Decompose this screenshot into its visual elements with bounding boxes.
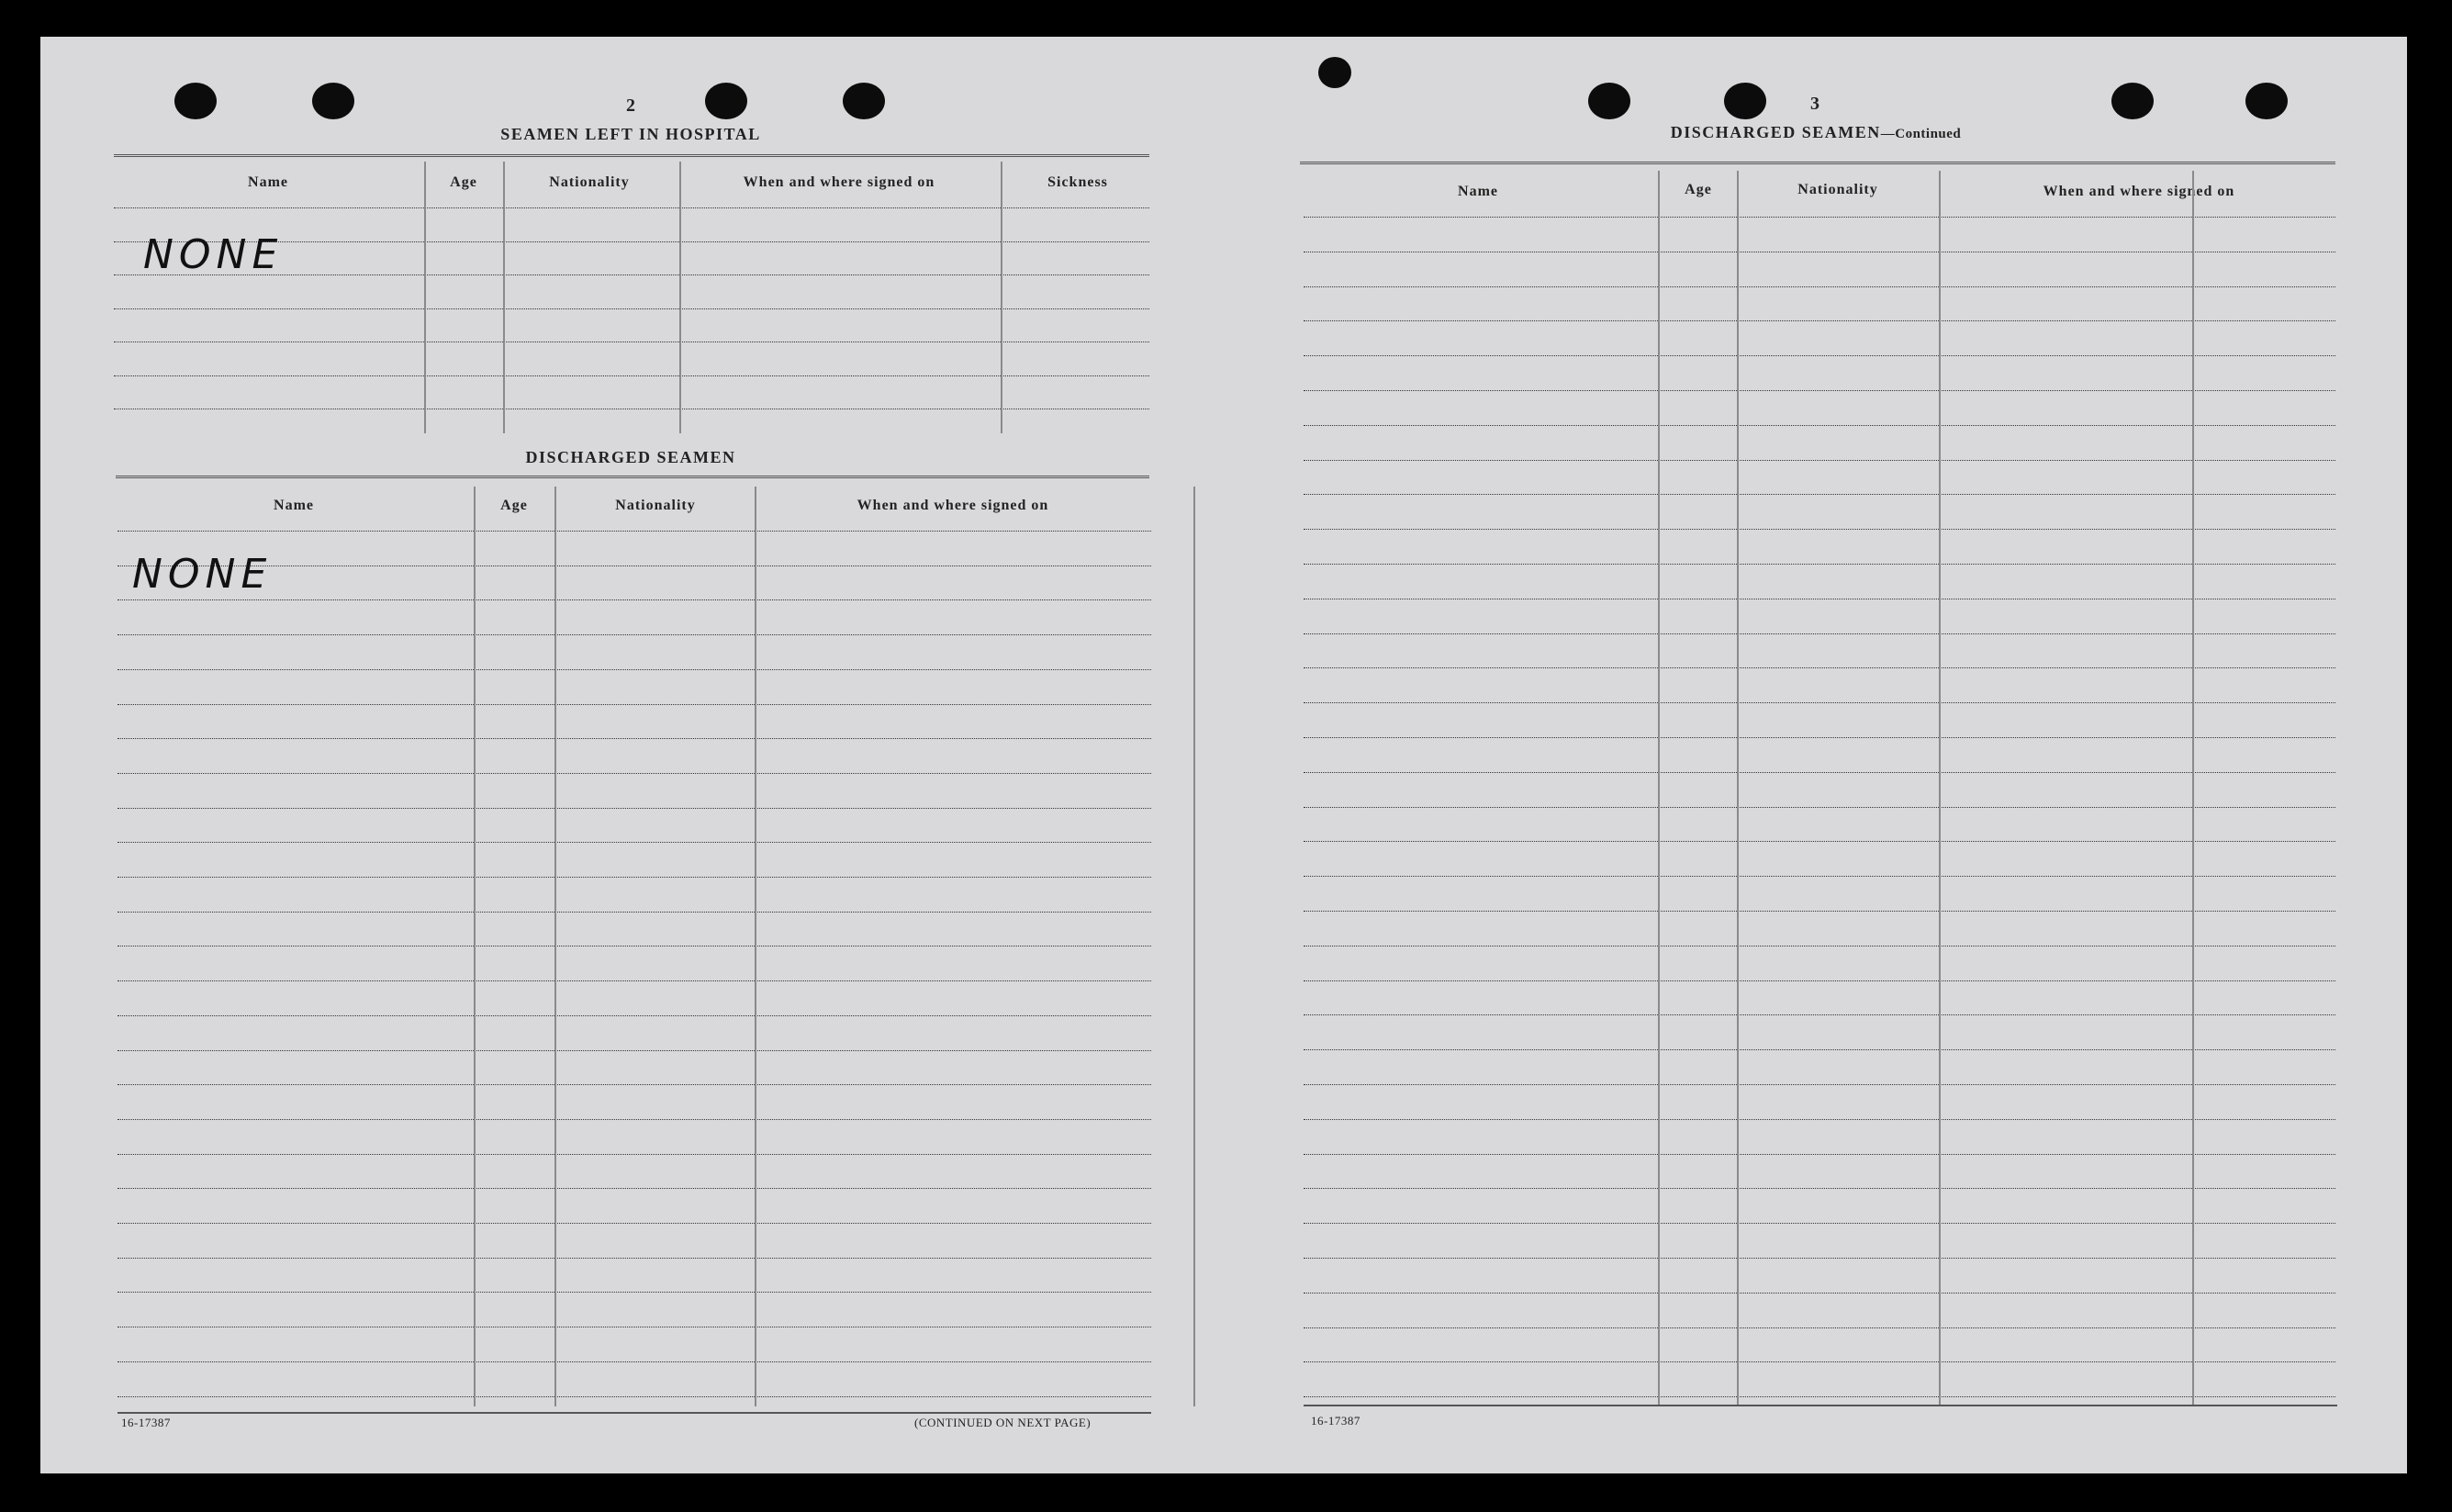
ruled-line <box>1304 1223 2335 1224</box>
discharged-entry-handwritten: NONE <box>132 551 273 598</box>
ruled-line <box>1304 737 2335 738</box>
continued-col-nationality: Nationality <box>1797 182 1878 197</box>
ruled-line <box>1304 702 2335 703</box>
rule <box>1300 162 2335 164</box>
punch-hole <box>1724 83 1766 119</box>
column-divider <box>1193 487 1195 1406</box>
ruled-line <box>118 1154 1151 1155</box>
ruled-line <box>118 1050 1151 1051</box>
ruled-line <box>118 1084 1151 1085</box>
discharged-col-nationality: Nationality <box>615 498 696 513</box>
ruled-line <box>1304 911 2335 912</box>
ruled-line <box>118 1396 1151 1397</box>
page-number-right: 3 <box>1810 94 1819 114</box>
punch-hole <box>2111 83 2154 119</box>
ruled-line <box>118 773 1151 774</box>
ruled-line <box>118 1119 1151 1120</box>
ruled-line <box>118 738 1151 739</box>
ruled-line <box>1304 1119 2335 1120</box>
discharged-continued-title <box>1671 123 1962 142</box>
ruled-line <box>1304 1084 2335 1085</box>
ruled-line <box>114 207 1149 208</box>
ruled-line <box>1304 1049 2335 1050</box>
ruled-line <box>1304 980 2335 981</box>
hospital-col-name: Name <box>248 174 288 190</box>
ruled-line <box>118 599 1151 600</box>
ruled-line <box>118 912 1151 913</box>
ruled-line <box>1304 1188 2335 1189</box>
punch-hole <box>2245 83 2288 119</box>
column-divider <box>679 162 681 433</box>
form-number-left: 16-17387 <box>121 1416 171 1429</box>
ruled-line <box>118 634 1151 635</box>
rule <box>118 1412 1151 1414</box>
hospital-col-nationality: Nationality <box>549 174 630 190</box>
ruled-line <box>1304 390 2335 391</box>
ruled-line <box>118 704 1151 705</box>
ruled-line <box>1304 772 2335 773</box>
hospital-col-age: Age <box>450 174 477 190</box>
continued-col-name: Name <box>1458 184 1498 199</box>
punch-hole <box>312 83 354 119</box>
hospital-section-title: SEAMEN LEFT IN HOSPITAL <box>500 125 761 143</box>
ruled-line <box>118 669 1151 670</box>
hospital-col-sickness: Sickness <box>1047 174 1108 190</box>
ruled-line <box>1304 1258 2335 1259</box>
column-divider <box>2192 171 2194 1406</box>
ruled-line <box>118 1292 1151 1293</box>
ruled-line <box>1304 217 2335 218</box>
ruled-line <box>1304 1014 2335 1015</box>
ruled-line <box>118 980 1151 981</box>
ruled-line <box>118 1361 1151 1362</box>
punch-hole <box>843 83 885 119</box>
column-divider <box>755 487 756 1406</box>
ruled-line <box>114 375 1149 376</box>
ruled-line <box>1304 807 2335 808</box>
ruled-line <box>1304 1396 2335 1397</box>
page-number-left: 2 <box>626 95 635 116</box>
ruled-line <box>118 1188 1151 1189</box>
ruled-line <box>1304 876 2335 877</box>
ruled-line <box>1304 667 2335 668</box>
ruled-line <box>1304 1327 2335 1328</box>
punch-hole <box>1588 83 1630 119</box>
ruled-line <box>1304 320 2335 321</box>
punch-hole <box>705 83 747 119</box>
rule <box>1304 1405 2337 1406</box>
continued-col-age: Age <box>1685 182 1712 197</box>
punch-hole <box>1318 57 1351 88</box>
ruled-line <box>1304 425 2335 426</box>
column-divider <box>1658 171 1660 1406</box>
ruled-line <box>118 842 1151 843</box>
discharged-col-name: Name <box>274 498 314 513</box>
ruled-line <box>1304 286 2335 287</box>
ruled-line <box>118 1015 1151 1016</box>
column-divider <box>554 487 556 1406</box>
form-number-right: 16-17387 <box>1311 1414 1360 1428</box>
hospital-col-signed-on: When and where signed on <box>743 174 935 190</box>
rule <box>116 476 1149 478</box>
hospital-entry-handwritten: NONE <box>143 231 284 278</box>
ruled-line <box>118 808 1151 809</box>
column-divider <box>424 162 426 433</box>
manifest-sheet <box>40 37 2407 1473</box>
title-suffix: —Continued <box>1880 127 1962 141</box>
ruled-line <box>1304 1154 2335 1155</box>
ruled-line <box>1304 529 2335 530</box>
column-divider <box>1737 171 1739 1406</box>
ruled-line <box>1304 1293 2335 1294</box>
discharged-section-title: DISCHARGED SEAMEN <box>525 448 736 466</box>
punch-hole <box>174 83 217 119</box>
discharged-col-age: Age <box>500 498 528 513</box>
continued-col-signed-on: When and where signed on <box>2043 184 2235 199</box>
discharged-col-signed-on: When and where signed on <box>857 498 1049 513</box>
continued-note: (CONTINUED ON NEXT PAGE) <box>914 1416 1092 1429</box>
column-divider <box>474 487 476 1406</box>
column-divider <box>503 162 505 433</box>
title-text: DISCHARGED SEAMEN <box>1670 123 1881 141</box>
ruled-line <box>118 1258 1151 1259</box>
ruled-line <box>1304 564 2335 565</box>
ruled-line <box>118 531 1151 532</box>
rule <box>114 154 1149 157</box>
ruled-line <box>114 308 1149 309</box>
ruled-line <box>1304 1361 2335 1362</box>
ruled-line <box>1304 460 2335 461</box>
column-divider <box>1001 162 1002 433</box>
ruled-line <box>1304 355 2335 356</box>
ruled-line <box>1304 494 2335 495</box>
ruled-line <box>118 877 1151 878</box>
ruled-line <box>1304 633 2335 634</box>
column-divider <box>1939 171 1941 1406</box>
ruled-line <box>1304 841 2335 842</box>
ruled-line <box>118 1223 1151 1224</box>
